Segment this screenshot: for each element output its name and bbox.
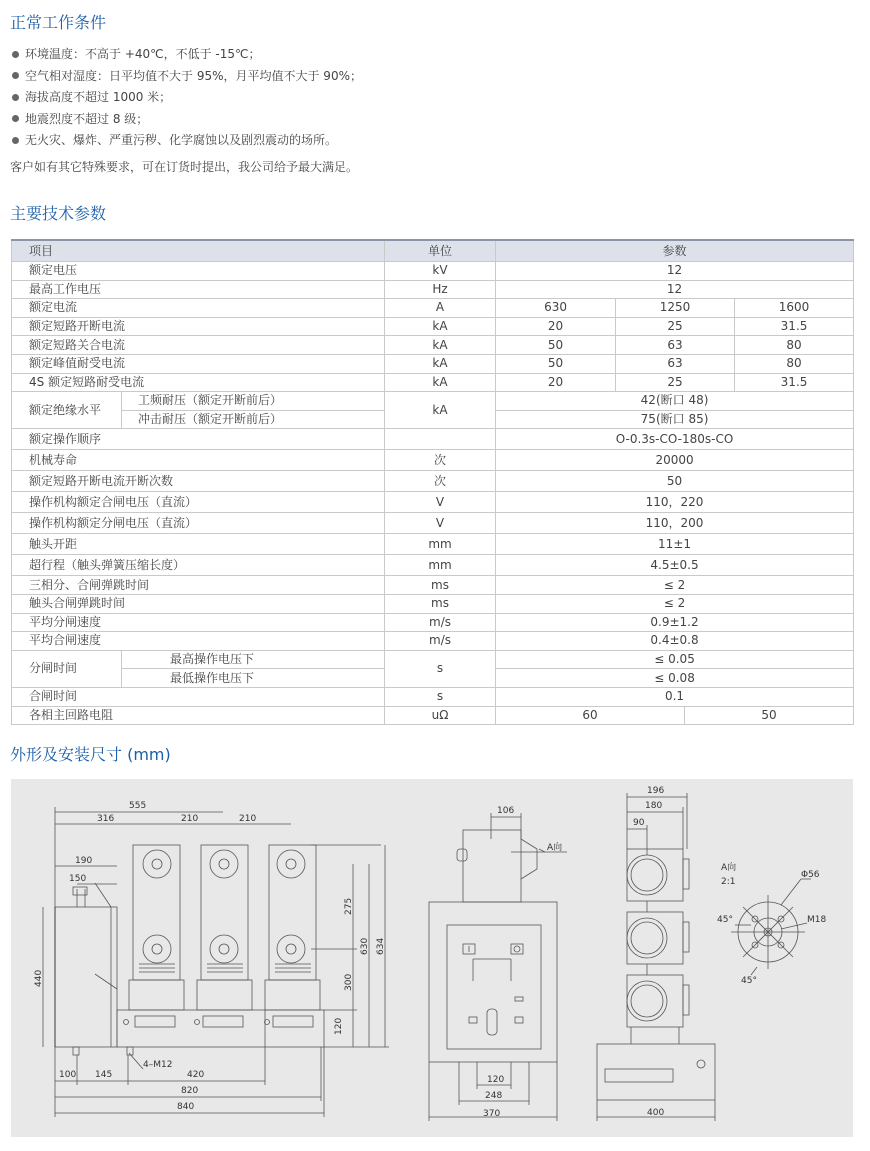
top-view-labels (633, 786, 664, 1118)
table-row: 平均分闸速度 m/s 0.9±1.2 (12, 613, 854, 632)
svg-text:210: 210 (181, 814, 199, 824)
table-row: 额定短路开断电流开断次数 次 50 (12, 471, 854, 492)
list-item: 无火灾、爆炸、严重污秽、化学腐蚀以及剧烈震动的场所。 (10, 130, 860, 152)
table-row: 触头合闸弹跳时间 ms ≤ 2 (12, 594, 854, 613)
table-row: 额定峰值耐受电流 kA 50 63 80 (12, 354, 854, 373)
svg-text:196: 196 (647, 786, 665, 796)
table-row: 额定绝缘水平 工频耐压（额定开断前后） kA 42(断口 48) (12, 392, 854, 411)
svg-text:440: 440 (34, 969, 44, 987)
svg-text:120: 120 (487, 1075, 505, 1085)
conditions-list (10, 44, 860, 152)
svg-text:555: 555 (129, 801, 147, 811)
table-row: 最低操作电压下 ≤ 0.08 (12, 669, 854, 688)
detail-view-a (731, 879, 811, 975)
table-row: 额定短路关合电流 kA 50 63 80 (12, 336, 854, 355)
svg-text:100: 100 (59, 1070, 77, 1080)
table-row: 平均合闸速度 m/s 0.4±0.8 (12, 632, 854, 651)
bullet-icon (12, 137, 19, 144)
table-row: 4S 额定短路耐受电流 kA 20 25 31.5 (12, 373, 854, 392)
list-item: 海拔高度不超过 1000 米； (10, 87, 860, 109)
table-row: 额定短路开断电流 kA 20 25 31.5 (12, 317, 854, 336)
table-row: 额定电流 A 630 1250 1600 (12, 299, 854, 318)
table-row: 操作机构额定合闸电压（直流） V 110，220 (12, 492, 854, 513)
svg-text:A向: A向 (547, 843, 563, 853)
svg-text:45°: 45° (717, 915, 733, 925)
header-value: 参数 (496, 240, 854, 262)
svg-text:145: 145 (95, 1070, 113, 1080)
bullet-icon (12, 115, 19, 122)
table-row: 额定操作顺序 O-0.3s-CO-180s-CO (12, 429, 854, 450)
detail-view-labels (717, 861, 826, 986)
side-view-labels (483, 806, 562, 1119)
params-table (11, 239, 854, 725)
conditions-title: 正常工作条件 (10, 13, 107, 32)
table-row: 分闸时间 最高操作电压下 s ≤ 0.05 (12, 650, 854, 669)
header-unit: 单位 (385, 240, 496, 262)
table-row: 额定电压 kV 12 (12, 262, 854, 281)
table-row: 触头开距 mm 11±1 (12, 534, 854, 555)
svg-text:150: 150 (69, 874, 87, 884)
list-item: 环境温度：不高于 +40℃，不低于 -15℃； (10, 44, 860, 66)
svg-text:190: 190 (75, 856, 93, 866)
table-row: 冲击耐压（额定开断前后） 75(断口 85) (12, 410, 854, 429)
table-row: 机械寿命 次 20000 (12, 450, 854, 471)
list-item: 地震烈度不超过 8 级； (10, 109, 860, 131)
svg-text:400: 400 (647, 1108, 665, 1118)
svg-text:316: 316 (97, 814, 115, 824)
svg-text:275: 275 (344, 897, 354, 915)
svg-text:90: 90 (633, 818, 645, 828)
dimensions-title: 外形及安装尺寸 (mm) (10, 745, 171, 764)
svg-text:370: 370 (483, 1109, 501, 1119)
table-row: 各相主回路电阻 uΩ 60 50 (12, 706, 854, 725)
svg-text:248: 248 (485, 1091, 503, 1101)
table-row: 超行程（触头弹簧压缩长度） mm 4.5±0.5 (12, 555, 854, 576)
params-title: 主要技术参数 (10, 204, 107, 223)
top-view (597, 793, 715, 1121)
bullet-icon (12, 94, 19, 101)
header-item: 项目 (12, 240, 385, 262)
svg-text:820: 820 (181, 1086, 199, 1096)
svg-text:106: 106 (497, 806, 515, 816)
svg-text:300: 300 (344, 973, 354, 991)
table-row: 最高工作电压 Hz 12 (12, 280, 854, 299)
table-row: 三相分、合闸弹跳时间 ms ≤ 2 (12, 576, 854, 595)
front-view-labels (34, 801, 386, 1112)
svg-text:634: 634 (376, 937, 386, 955)
bullet-icon (12, 51, 19, 58)
customer-note: 客户如有其它特殊要求，可在订货时提出，我公司给予最大满足。 (10, 160, 359, 174)
svg-text:420: 420 (187, 1070, 205, 1080)
svg-text:Φ56: Φ56 (801, 870, 820, 880)
svg-text:4–M12: 4–M12 (143, 1060, 173, 1070)
svg-text:630: 630 (360, 937, 370, 955)
dimension-drawing (11, 779, 853, 1137)
svg-text:120: 120 (334, 1017, 344, 1035)
table-row: 合闸时间 s 0.1 (12, 687, 854, 706)
svg-text:A向: A向 (721, 863, 737, 873)
table-row: 操作机构额定分闸电压（直流） V 110，200 (12, 513, 854, 534)
table-header-row (12, 240, 854, 262)
svg-text:180: 180 (645, 801, 663, 811)
bullet-icon (12, 72, 19, 79)
svg-text:2:1: 2:1 (721, 877, 736, 887)
svg-text:840: 840 (177, 1102, 195, 1112)
svg-text:210: 210 (239, 814, 257, 824)
svg-text:M18: M18 (807, 915, 827, 925)
list-item: 空气相对湿度：日平均值不大于 95%，月平均值不大于 90%； (10, 66, 860, 88)
svg-text:45°: 45° (741, 976, 757, 986)
